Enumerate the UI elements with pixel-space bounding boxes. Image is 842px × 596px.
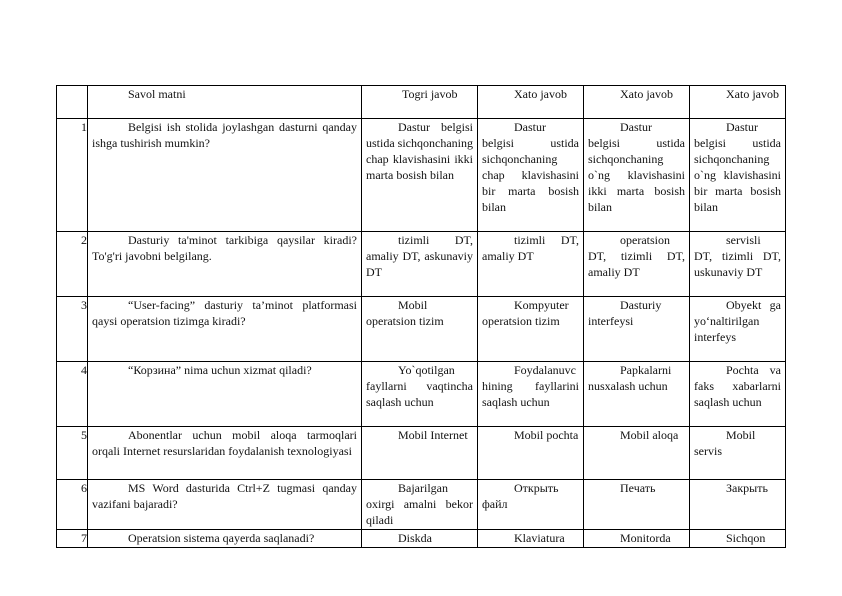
question-cell: “Корзина” nima uchun xizmat qiladi? xyxy=(88,362,362,427)
correct-answer-cell: Bajarilgan oxirgi amalni bekor qiladi xyxy=(362,480,478,530)
wrong-answer-3-cell: servisli DT, tizimli DT, uskunaviy DT xyxy=(690,232,786,297)
row-number: 7 xyxy=(81,531,87,545)
row-number: 3 xyxy=(81,298,87,312)
wrong-answer-2-cell: operatsion DT, tizimli DT, amaliy DT xyxy=(584,232,690,297)
header-num-cell xyxy=(57,86,88,119)
table-row xyxy=(57,427,786,480)
question-cell: Belgisi ish stolida joylashgan dasturni qanday ishga tushirish mumkin? xyxy=(88,119,362,232)
correct-answer-cell: tizimli DT, amaliy DT, askunaviy DT xyxy=(362,232,478,297)
correct-answer-cell: Diskda xyxy=(362,530,478,548)
header-correct: Togri javob xyxy=(362,86,478,119)
question-cell: Operatsion sistema qayerda saqlanadi? xyxy=(88,530,362,548)
wrong-answer-2-cell: Dastur belgisi ustida sichqonchaning o`ng klavishasini ikki marta bosish bilan xyxy=(584,119,690,232)
wrong-answer-1-cell: Kompyuter operatsion tizim xyxy=(478,297,584,362)
table-row xyxy=(57,530,786,548)
table-row xyxy=(57,232,786,297)
question-cell: “User-facing” dasturiy ta’minot platformasi qaysi operatsion tizimga kiradi? xyxy=(88,297,362,362)
wrong-answer-1-cell: Foydalanuvchining fayllarini saqlash uchun xyxy=(478,362,584,427)
wrong-answer-2-cell: Печать xyxy=(584,480,690,530)
wrong-answer-3-cell: Pochta va faks xabarlarni saqlash uchun xyxy=(690,362,786,427)
correct-answer-cell: Mobil operatsion tizim xyxy=(362,297,478,362)
correct-answer-cell: Mobil Internet xyxy=(362,427,478,480)
correct-answer-cell: Yo`qotilgan fayllarni vaqtincha saqlash uchun xyxy=(362,362,478,427)
wrong-answer-3-cell: Obyekt ga yo‘naltirilgan interfeys xyxy=(690,297,786,362)
header-question: Savol matni xyxy=(88,86,362,119)
wrong-answer-1-cell: tizimli DT, amaliy DT xyxy=(478,232,584,297)
wrong-answer-3-cell: Mobil servis xyxy=(690,427,786,480)
header-row xyxy=(57,86,786,119)
row-number: 5 xyxy=(81,428,87,442)
table-row xyxy=(57,480,786,530)
header-wrong-2: Xato javob xyxy=(584,86,690,119)
question-cell: MS Word dasturida Ctrl+Z tugmasi qanday vazifani bajaradi? xyxy=(88,480,362,530)
wrong-answer-2-cell: Papkalarni nusxalash uchun xyxy=(584,362,690,427)
wrong-answer-2-cell: Mobil aloqa xyxy=(584,427,690,480)
row-number: 1 xyxy=(81,120,87,134)
wrong-answer-2-cell: Dasturiy interfeysi xyxy=(584,297,690,362)
wrong-answer-3-cell: Dastur belgisi ustida sichqonchaning o`ng klavishasini bir marta bosish bilan xyxy=(690,119,786,232)
header-wrong-3: Xato javob xyxy=(690,86,786,119)
wrong-answer-1-cell: Mobil pochta xyxy=(478,427,584,480)
question-cell: Abonentlar uchun mobil aloqa tarmoqlari orqali Internet resurslaridan foydalanish texnologiyasi xyxy=(88,427,362,480)
table-row xyxy=(57,362,786,427)
row-number: 2 xyxy=(81,233,87,247)
wrong-answer-1-cell: Dastur belgisi ustida sichqonchaning chap klavishasini bir marta bosish bilan xyxy=(478,119,584,232)
row-number: 6 xyxy=(81,481,87,495)
quiz-table xyxy=(56,85,786,548)
wrong-answer-2-cell: Monitorda xyxy=(584,530,690,548)
question-cell: Dasturiy ta'minot tarkibiga qaysilar kiradi? To'g'ri javobni belgilang. xyxy=(88,232,362,297)
wrong-answer-3-cell: Sichqon xyxy=(690,530,786,548)
header-wrong-1: Xato javob xyxy=(478,86,584,119)
table-row xyxy=(57,119,786,232)
correct-answer-cell: Dastur belgisi ustida sichqonchaning chap klavishasini ikki marta bosish bilan xyxy=(362,119,478,232)
wrong-answer-1-cell: Klaviatura xyxy=(478,530,584,548)
wrong-answer-1-cell: Открыть файл xyxy=(478,480,584,530)
wrong-answer-3-cell: Закрыть xyxy=(690,480,786,530)
row-number: 4 xyxy=(81,363,87,377)
table-row xyxy=(57,297,786,362)
